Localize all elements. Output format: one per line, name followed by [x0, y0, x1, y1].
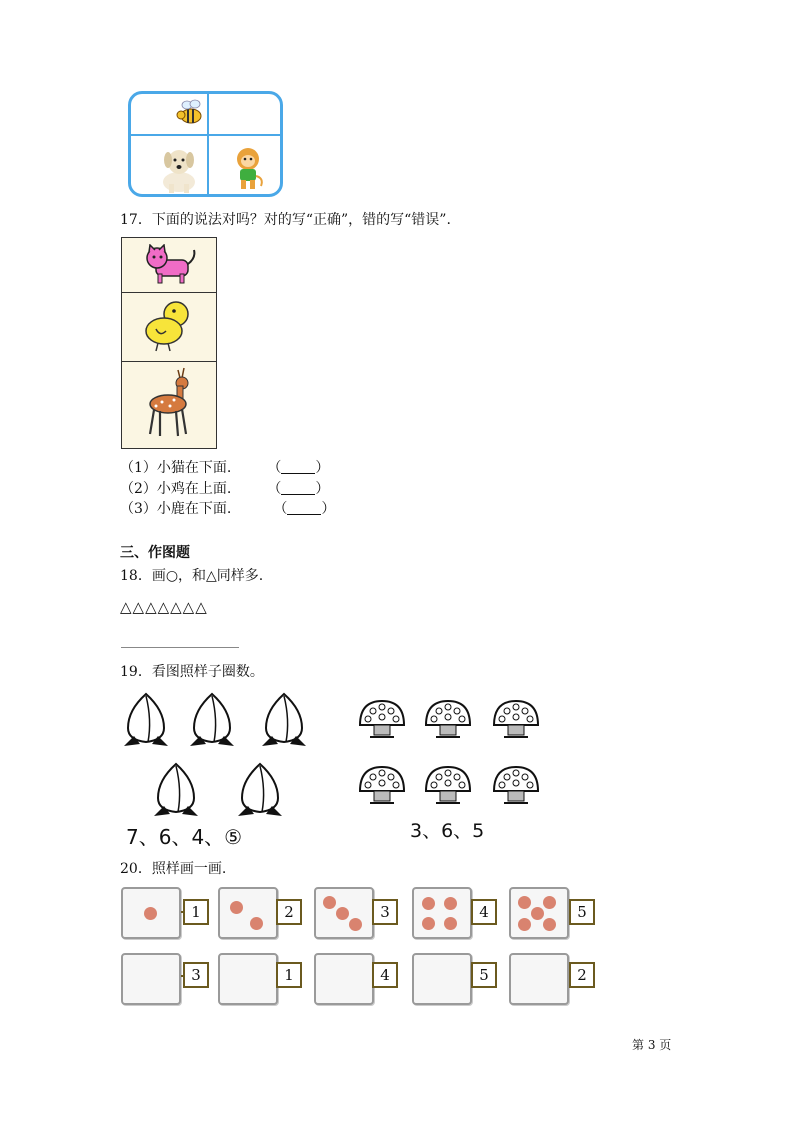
page-number: 第 3 页: [632, 1038, 672, 1052]
empty-card-2[interactable]: [218, 953, 278, 1005]
statement-3: （3）小鹿在下面. （ ）: [120, 501, 336, 517]
animal-stack: [121, 237, 217, 449]
dot: [543, 896, 556, 909]
chick-icon: [142, 299, 196, 355]
monkey-icon: [231, 146, 265, 192]
peach-number-options[interactable]: 7、6、4、⑤: [126, 825, 243, 849]
number-box: 5: [471, 962, 497, 988]
dog-icon: [155, 144, 201, 194]
dot-card-2: [218, 887, 278, 939]
cat-icon: [142, 244, 198, 286]
dot: [250, 917, 263, 930]
empty-card-3[interactable]: [314, 953, 374, 1005]
number-box: 2: [569, 962, 595, 988]
question-19-title: 19．看图照样子圈数。: [120, 664, 264, 680]
dot-card-3: [314, 887, 374, 939]
dot: [144, 907, 157, 920]
number-box: 3: [372, 899, 398, 925]
number-box: 1: [276, 962, 302, 988]
dot: [422, 917, 435, 930]
empty-card-5[interactable]: [509, 953, 569, 1005]
dot: [518, 896, 531, 909]
dot-card-1: [121, 887, 181, 939]
number-box: 1: [183, 899, 209, 925]
drawing-answer-line[interactable]: [121, 647, 239, 648]
dot: [349, 918, 362, 931]
statement-2: （2）小鸡在上面. （ ）: [120, 481, 330, 497]
empty-card-1[interactable]: [121, 953, 181, 1005]
peach-group: [118, 692, 318, 822]
mushroom-icon: [360, 701, 404, 737]
answer-blank-3[interactable]: [287, 500, 321, 515]
dot: [518, 918, 531, 931]
peach-icon: [124, 694, 168, 746]
stack-cell-chick: [122, 293, 216, 362]
question-20-title: 20．照样画一画.: [120, 861, 227, 877]
stack-cell-cat: [122, 238, 216, 293]
dot: [336, 907, 349, 920]
stack-cell-deer: [122, 362, 216, 448]
deer-icon: [144, 366, 200, 442]
mushroom-number-options[interactable]: 3、6、5: [410, 820, 485, 842]
answer-blank-1[interactable]: [281, 459, 315, 474]
position-grid: [128, 91, 283, 197]
answer-blank-2[interactable]: [281, 480, 315, 495]
number-box: 4: [372, 962, 398, 988]
section-title: 三、作图题: [120, 545, 190, 561]
number-box: 4: [471, 899, 497, 925]
dot: [230, 901, 243, 914]
dot: [444, 917, 457, 930]
empty-card-4[interactable]: [412, 953, 472, 1005]
mushroom-group: [356, 697, 556, 809]
dot: [444, 897, 457, 910]
number-box: 2: [276, 899, 302, 925]
dot: [543, 918, 556, 931]
number-box: 3: [183, 962, 209, 988]
triangle-row: △△△△△△△: [120, 598, 208, 616]
dot: [531, 907, 544, 920]
statement-1: （1）小猫在下面. （ ）: [120, 460, 330, 476]
dot: [323, 896, 336, 909]
number-box: 5: [569, 899, 595, 925]
dot: [422, 897, 435, 910]
bee-icon: [175, 98, 205, 128]
dot-card-5: [509, 887, 569, 939]
question-18-title: 18．画○，和△同样多.: [120, 568, 264, 584]
dot-card-4: [412, 887, 472, 939]
question-17-title: 17．下面的说法对吗？对的写“正确”，错的写“错误”.: [120, 212, 451, 228]
